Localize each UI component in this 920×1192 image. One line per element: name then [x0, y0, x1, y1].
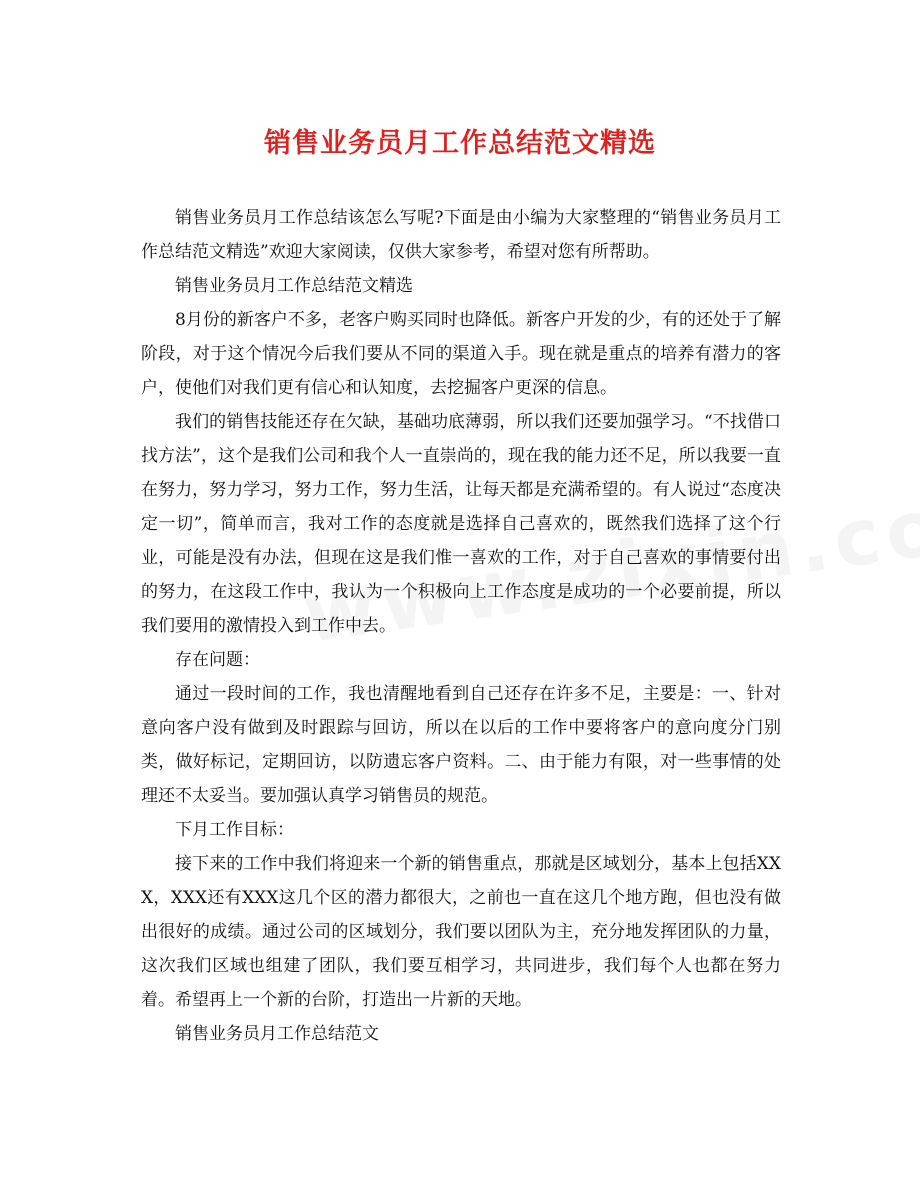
- paragraph-new-customers: 8月份的新客户不多，老客户购买同时也降低。新客户开发的少，有的还处于了解阶段，对于这个情况今后我们要从不同的渠道入手。现在就是重点的培养有潜力的客户，使他们对我们更有信心和认知度，去挖掘客户更深的信息。: [141, 310, 781, 398]
- paragraph-goals: 接下来的工作中我们将迎来一个新的销售重点，那就是区域划分，基本上包括XXX，XXX还有XXX这几个区的潜力都很大，之前也一直在这几个地方跑，但也没有做出很好的成绩。通过公司的区域划分，我们要以团队为主，充分地发挥团队的力量，这次我们区域也组建了团队，我们要互相学习，共同进步，我们每个人也都在努力着。希望再上一个新的台阶，打造出一片新的天地。: [141, 854, 781, 1010]
- document-body: [141, 201, 781, 1051]
- heading-next-month-goals: 下月工作目标：: [175, 820, 294, 840]
- paragraph-subtitle: 销售业务员月工作总结范文精选: [175, 276, 413, 296]
- paragraph-sales-skills: 我们的销售技能还存在欠缺，基础功底薄弱，所以我们还要加强学习。“不找借口找方法”，这个是我们公司和我个人一直崇尚的，现在我的能力还不足，所以我要一直在努力，努力学习，努力工作，努力生活，让每天都是充满希望的。有人说过“态度决定一切”，简单而言，我对工作的态度就是选择自己喜欢的，既然我们选择了这个行业，可能是没有办法，但现在这是我们惟一喜欢的工作，对于自己喜欢的事情要付出的努力，在这段工作中，我认为一个积极向上工作态度是成功的一个必要前提，所以我们要用的激情投入到工作中去。: [141, 412, 781, 636]
- paragraph-problems: 通过一段时间的工作，我也清醒地看到自己还存在许多不足，主要是：一、针对意向客户没有做到及时跟踪与回访，所以在以后的工作中要将客户的意向度分门别类，做好标记，定期回访，以防遗忘客户资料。二、由于能力有限，对一些事情的处理还不太妥当。要加强认真学习销售员的规范。: [141, 684, 781, 806]
- heading-existing-problems: 存在问题：: [175, 650, 260, 670]
- paragraph-section-title: 销售业务员月工作总结范文: [175, 1024, 379, 1044]
- paragraph-intro: 销售业务员月工作总结该怎么写呢?下面是由小编为大家整理的“销售业务员月工作总结范文精选”欢迎大家阅读，仅供大家参考，希望对您有所帮助。: [141, 208, 781, 262]
- document-title: 销售业务员月工作总结范文精选: [264, 128, 656, 159]
